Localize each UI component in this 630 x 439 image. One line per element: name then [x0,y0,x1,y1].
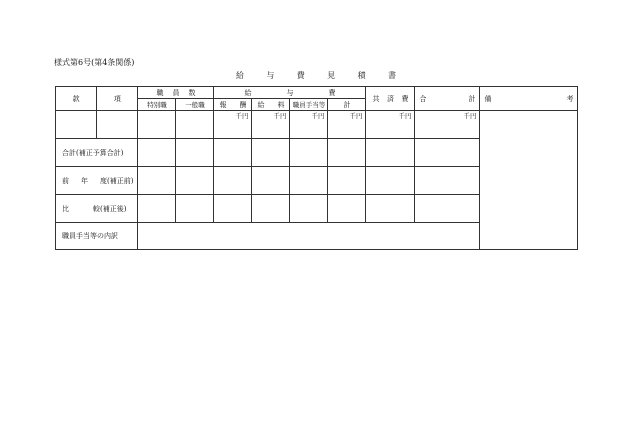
title-char: 与 [266,71,275,80]
cell [328,195,366,223]
header-remuneration: 報 酬 [214,99,252,111]
header-staff-count: 職 員 数 [138,87,214,99]
title-char: 積 [357,71,366,80]
title-char: 費 [296,71,305,80]
unit-label: 千円 [252,111,290,139]
cell [214,167,252,195]
form-number: 様式第6号(第4条関係) [54,58,135,67]
header-allowances: 職員手当等 [290,99,328,111]
cell [176,167,214,195]
row-label-previous-year: 前 年 度(補正前) [56,167,138,195]
header-special-staff: 特別職 [138,99,176,111]
header-salary: 給 料 [252,99,290,111]
cell [366,139,415,167]
cell [252,139,290,167]
cell [138,167,176,195]
cell [366,195,415,223]
document-title [236,70,396,81]
row-label-comparison: 比 較(補正後) [56,195,138,223]
cell [415,195,480,223]
header-salary-cost: 給 与 費 [214,87,366,99]
cell [214,195,252,223]
cell [328,139,366,167]
cell [290,167,328,195]
unit-label: 千円 [290,111,328,139]
header-mutual-aid: 共 済 費 [366,87,415,111]
cell [176,139,214,167]
cell [415,167,480,195]
title-char: 給 [236,71,244,80]
cell [176,195,214,223]
cell [252,167,290,195]
cell [214,139,252,167]
title-char: 見 [327,71,336,80]
cell [176,111,214,139]
allowance-breakdown-cell [138,223,480,250]
cell [328,167,366,195]
cell-kan [56,111,97,139]
row-label-total: 合計(補正予算合計) [56,139,138,167]
unit-label: 千円 [214,111,252,139]
salary-estimate-table [55,86,578,250]
header-total: 合 計 [415,87,480,111]
unit-label: 千円 [366,111,415,139]
cell [290,139,328,167]
cell [415,139,480,167]
cell-kou [97,111,138,139]
cell [138,139,176,167]
header-kou: 項 [97,87,138,111]
cell [138,195,176,223]
header-general-staff: 一般職 [176,99,214,111]
cell [290,195,328,223]
cell [138,111,176,139]
cell [366,167,415,195]
header-kan: 款 [56,87,97,111]
unit-label: 千円 [328,111,366,139]
unit-label: 千円 [415,111,480,139]
title-char: 書 [387,71,396,80]
row-label-allowance-breakdown: 職員手当等の内訳 [56,223,138,250]
header-subtotal: 計 [328,99,366,111]
remarks-cell [480,111,578,250]
cell [252,195,290,223]
header-remarks: 備 考 [480,87,578,111]
